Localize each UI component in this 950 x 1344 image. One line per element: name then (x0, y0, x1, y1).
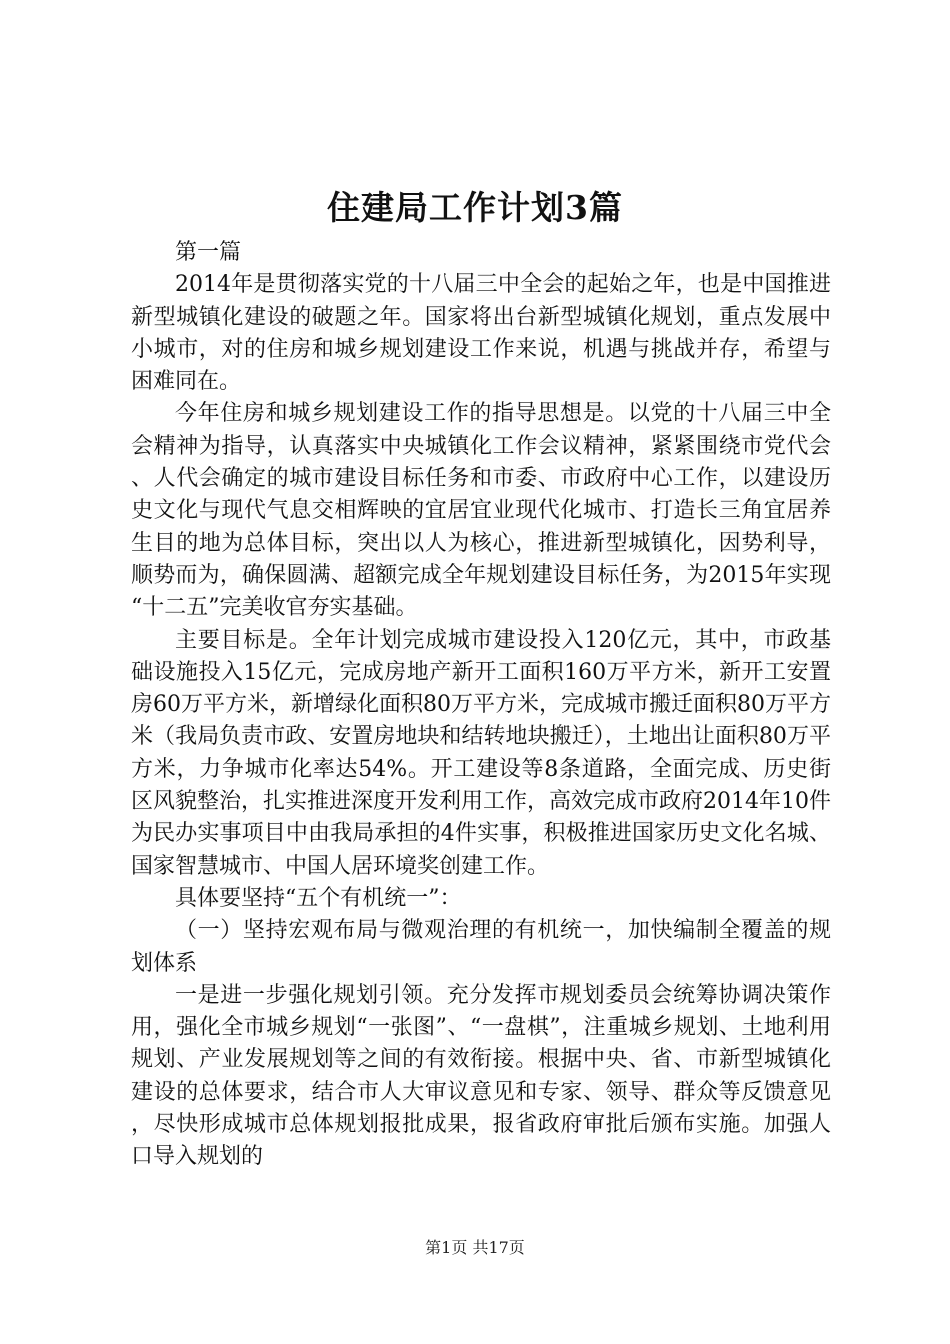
body-paragraph: 今年住房和城乡规划建设工作的指导思想是。以党的十八届三中全会精神为指导，认真落实中央城镇化工作会议精神，紧紧围绕市党代会、人代会确定的城市建设目标任务和市委、市政府中心工作，以建设历史文化与现代气息交相辉映的宜居宜业现代化城市、打造长三角宜居养生目的地为总体目标，突出以人为核心，推进新型城镇化，因势利导，顺势而为，确保圆满、超额完成全年规划建设目标任务，为2015年实现“十二五”完美收官夯实基础。 (131, 401, 831, 621)
body-paragraph: 2014年是贯彻落实党的十八届三中全会的起始之年，也是中国推进新型城镇化建设的破题之年。国家将出台新型城镇化规划，重点发展中小城市，对的住房和城乡规划建设工作来说，机遇与挑战并存，希望与困难同在。 (131, 272, 831, 395)
subsection-heading: （一）坚持宏观布局与微观治理的有机统一，加快编制全覆盖的规划体系 (131, 918, 831, 976)
section-heading: 第一篇 (175, 240, 242, 265)
document-body (131, 237, 831, 1174)
body-paragraph: 主要目标是。全年计划完成城市建设投入120亿元，其中，市政基础设施投入15亿元，完成房地产新开工面积160万平方米，新开工安置房60万平方米，新增绿化面积80万平方米，完成城市搬迁面积80万平方米（我局负责市政、安置房地块和结转地块搬迁），土地出让面积80万平方米，力争城市化率达54%。开工建设等8条道路，全面完成、历史街区风貌整治，扎实推进深度开发利用工作，高效完成市政府2014年10件为民办实事项目中由我局承担的4件实事，积极推进国家历史文化名城、国家智慧城市、中国人居环境奖创建工作。 (131, 627, 831, 879)
page-number-footer: 第1页 共17页 (425, 1238, 525, 1257)
body-paragraph: 具体要坚持“五个有机统一”： (175, 885, 462, 911)
body-paragraph: 一是进一步强化规划引领。充分发挥市规划委员会统筹协调决策作用，强化全市城乡规划“一张图”、“一盘棋”，注重城乡规划、土地利用规划、产业发展规划等之间的有效衔接。根据中央、省、市新型城镇化建设的总体要求，结合市人大审议意见和专家、领导、群众等反馈意见，尽快形成城市总体规划报批成果，报省政府审批后颁布实施。加强人口导入规划的 (131, 982, 831, 1170)
document-title: 住建局工作计划3篇 (327, 188, 623, 227)
